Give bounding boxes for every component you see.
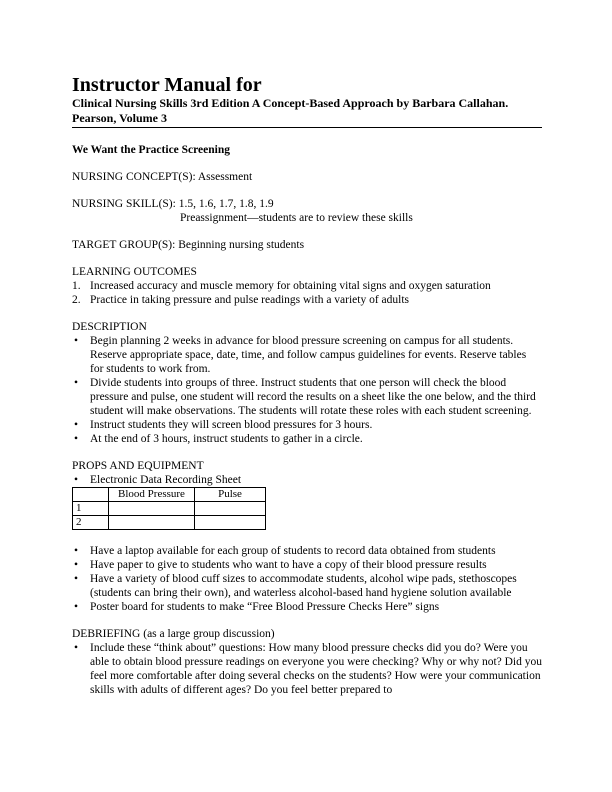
table-cell xyxy=(195,502,266,516)
target-group: TARGET GROUP(S): Beginning nursing students xyxy=(72,239,305,251)
list-item-text: Have a laptop available for each group of students to record data obtained from students xyxy=(90,545,496,557)
bullet: • xyxy=(74,433,79,445)
table-cell xyxy=(195,516,266,530)
description-list xyxy=(72,334,542,446)
nursing-concepts: NURSING CONCEPT(S): Assessment xyxy=(72,171,253,183)
list-item xyxy=(72,544,542,558)
bullet: • xyxy=(74,559,79,571)
list-item xyxy=(72,418,542,432)
table-row xyxy=(73,502,266,516)
list-item-text: Poster board for students to make “Free Blood Pressure Checks Here” signs xyxy=(90,601,440,613)
list-item xyxy=(72,376,542,418)
table-header-row xyxy=(73,488,266,502)
list-item xyxy=(72,473,542,487)
bullet: • xyxy=(74,573,79,585)
learning-outcomes-heading: LEARNING OUTCOMES xyxy=(72,266,197,278)
list-item xyxy=(72,558,542,572)
list-item xyxy=(72,432,542,446)
manual-title: Instructor Manual for xyxy=(72,74,262,96)
debriefing-list xyxy=(72,641,542,697)
list-item xyxy=(72,293,542,307)
list-item-text: Have a variety of blood cuff sizes to accommodate students, alcohol wipe pads, stethoscopes (students can bring their own), and waterless alcohol-based hand hygiene solution available xyxy=(90,573,517,599)
book-subtitle-line2: Pearson, Volume 3 xyxy=(72,111,168,125)
data-recording-table xyxy=(72,487,266,530)
table-cell: 1 xyxy=(73,502,109,516)
list-item-text: Instruct students they will screen blood pressures for 3 hours. xyxy=(90,419,373,431)
table-row xyxy=(73,516,266,530)
list-item-text: Begin planning 2 weeks in advance for blood pressure screening on campus for all students. Reserve appropriate space, date, time, and follow campus guidelines for events. Reserve tables for students to work from. xyxy=(90,335,527,375)
bullet: • xyxy=(74,642,79,654)
table-cell xyxy=(109,516,195,530)
preassignment-note: Preassignment—students are to review these skills xyxy=(180,212,413,224)
bullet: • xyxy=(74,601,79,613)
book-subtitle-line1: Clinical Nursing Skills 3rd Edition A Concept-Based Approach by Barbara Callahan. xyxy=(72,96,509,110)
list-number: 1. xyxy=(72,280,81,292)
bullet: • xyxy=(74,377,79,389)
list-item-text: Increased accuracy and muscle memory for obtaining vital signs and oxygen saturation xyxy=(90,280,491,292)
list-item-text: Practice in taking pressure and pulse readings with a variety of adults xyxy=(90,294,410,306)
table-header-cell xyxy=(73,488,109,502)
learning-outcomes-list xyxy=(72,279,542,307)
bullet: • xyxy=(74,545,79,557)
list-item xyxy=(72,279,542,293)
list-item xyxy=(72,641,542,697)
list-item xyxy=(72,600,542,614)
table-cell: 2 xyxy=(73,516,109,530)
list-item xyxy=(72,334,542,376)
bullet: • xyxy=(74,474,79,486)
list-item-text: Divide students into groups of three. Instruct students that one person will check the blood pressure and pulse, one student will record the results on a sheet like the one below, and the third student will make observations. The students will rotate these roles with each student screening. xyxy=(90,377,536,417)
list-item-text: Include these “think about” questions: How many blood pressure checks did you do? Were you able to obtain blood pressure readings on everyone you were checking? Why or why not? Did you feel more comfortable after doing several checks on the students? How were your communication skills with adults of different ages? Do you feel better prepared to xyxy=(90,642,542,696)
bullet: • xyxy=(74,419,79,431)
props-first-list xyxy=(72,473,542,487)
props-list xyxy=(72,544,542,614)
list-item-text: Electronic Data Recording Sheet xyxy=(90,474,242,486)
list-item-text: At the end of 3 hours, instruct students to gather in a circle. xyxy=(90,433,363,445)
document-page xyxy=(72,74,542,697)
props-heading: PROPS AND EQUIPMENT xyxy=(72,460,204,472)
table-header-cell: Pulse xyxy=(195,488,266,502)
list-item xyxy=(72,572,542,600)
debriefing-heading: DEBRIEFING (as a large group discussion) xyxy=(72,628,275,640)
list-item-text: Have paper to give to students who want to have a copy of their blood pressure results xyxy=(90,559,487,571)
description-heading: DESCRIPTION xyxy=(72,321,147,333)
list-number: 2. xyxy=(72,294,81,306)
nursing-skills: NURSING SKILL(S): 1.5, 1.6, 1.7, 1.8, 1.9 xyxy=(72,198,274,210)
table-header-cell: Blood Pressure xyxy=(109,488,195,502)
bullet: • xyxy=(74,335,79,347)
activity-title: We Want the Practice Screening xyxy=(72,144,230,156)
table-cell xyxy=(109,502,195,516)
